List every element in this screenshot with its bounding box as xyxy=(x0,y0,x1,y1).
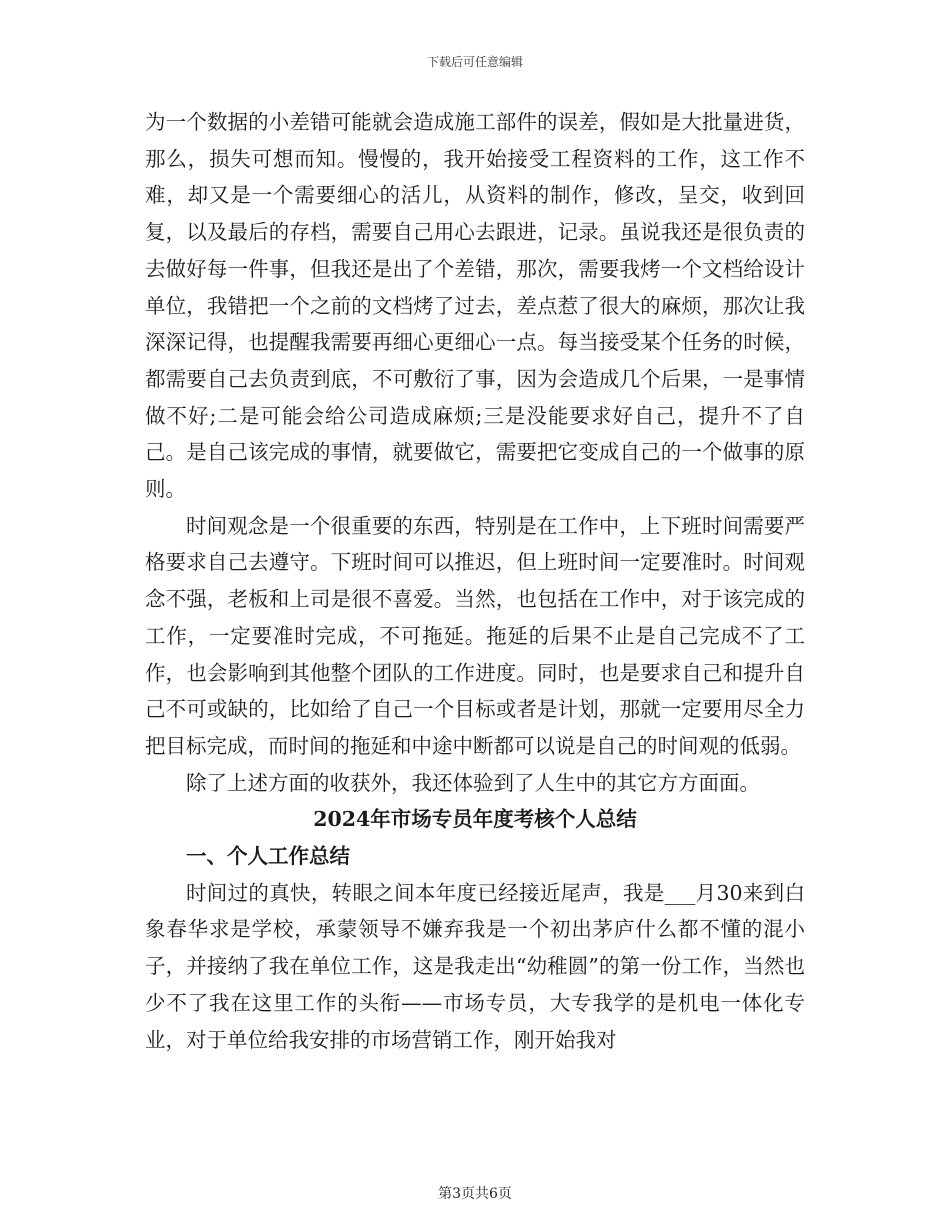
paragraph-intro: 时间过的真快，转眼之间本年度已经接近尾声，我是___月30来到白象春华求是学校，承蒙领导不嫌弃我是一个初出茅庐什么都不懂的混小子，并接纳了我在单位工作，这是我走出“幼稚圆”的第一份工作，当然也少不了我在这里工作的头衔——市场专员，大专我学的是机电一体化专业，对于单位给我安排的市场营销工作，刚开始我对 xyxy=(145,880,805,1052)
page-footer: 第3页共6页 xyxy=(438,1186,512,1202)
document-title: 2024年市场专员年度考核个人总结 xyxy=(313,807,637,832)
page-header: 下载后可任意编辑 xyxy=(426,55,523,69)
section-heading-personal-summary: 一、个人工作总结 xyxy=(186,844,350,869)
document-body xyxy=(145,104,805,1058)
paragraph-time-concept: 时间观念是一个很重要的东西，特别是在工作中，上下班时间需要严格要求自己去遵守。下班时间可以推迟，但上班时间一定要准时。时间观念不强，老板和上司是很不喜爱。当然，也包括在工作中，对于该完成的工作，一定要准时完成，不可拖延。拖延的后果不止是自己完成不了工作，也会影响到其他整个团队的工作进度。同时，也是要求自己和提升自己不可或缺的，比如给了自己一个目标或者是计划，那就一定要用尽全力把目标完成，而时间的拖延和中途中断都可以说是自己的时间观的低弱。 xyxy=(145,513,805,758)
paragraph-continuation: 为一个数据的小差错可能就会造成施工部件的误差，假如是大批量进货，那么，损失可想而知。慢慢的，我开始接受工程资料的工作，这工作不难，却又是一个需要细心的活儿，从资料的制作，修改，呈交，收到回复，以及最后的存档，需要自己用心去跟进，记录。虽说我还是很负责的去做好每一件事，但我还是出了个差错，那次，需要我烤一个文档给设计单位，我错把一个之前的文档烤了过去，差点惹了很大的麻烦，那次让我深深记得，也提醒我需要再细心更细心一点。每当接受某个任务的时候，都需要自己去负责到底，不可敷衍了事，因为会造成几个后果，一是事情做不好;二是可能会给公司造成麻烦;三是没能要求好自己，提升不了自己。是自己该完成的事情，就要做它，需要把它变成自己的一个做事的原则。 xyxy=(145,110,805,502)
paragraph-other-gains: 除了上述方面的收获外，我还体验到了人生中的其它方方面面。 xyxy=(186,770,760,795)
